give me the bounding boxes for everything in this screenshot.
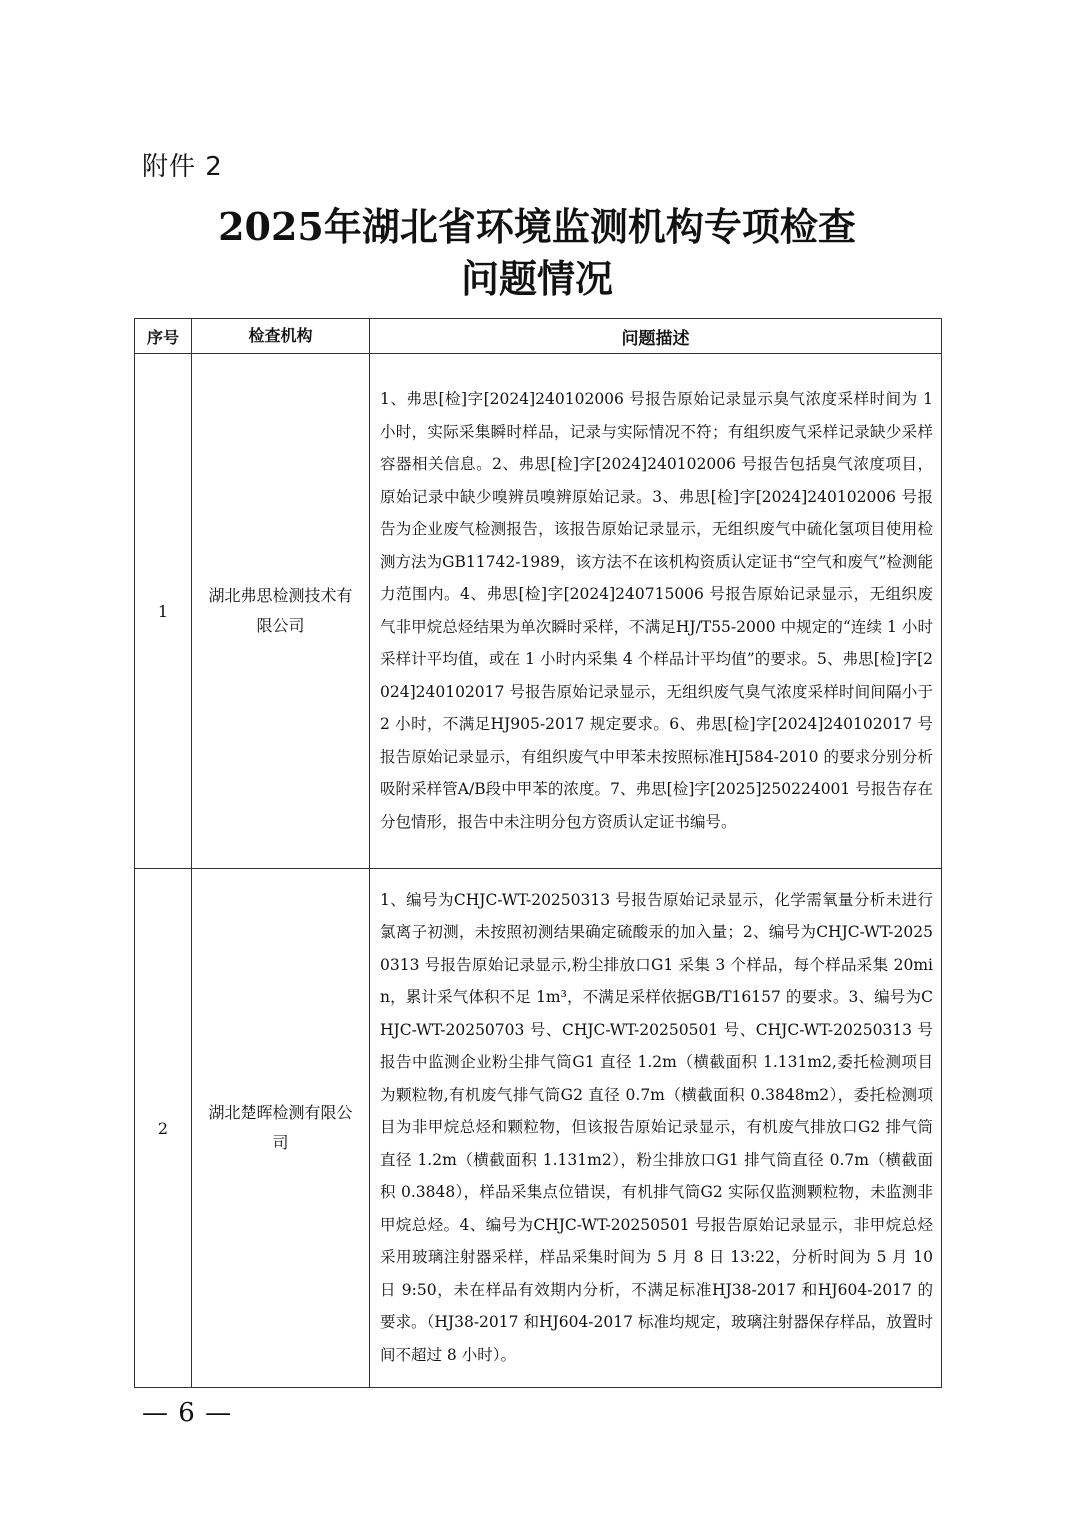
page-number: — 6 — bbox=[142, 1398, 233, 1428]
row-org: 湖北楚晖检测有限公司 bbox=[192, 869, 370, 1388]
row-desc: 1、编号为CHJC-WT-20250313 号报告原始记录显示，化学需氧量分析未进行氯离子初测，未按照初测结果确定硫酸汞的加入量；2、编号为CHJC-WT-20250313 号报告原始记录显示,粉尘排放口G1 采集 3 个样品，每个样品采集 20min，累计采气体积不足 1m³，不满足采样依据GB/T16157 的要求。3、编号为CHJC-WT-20250703 号、CHJC-WT-20250501 号、CHJC-WT-20250313 号报告中监测企业粉尘排气筒G1 直径 1.2m（横截面积 1.131m2,委托检测项目为颗粒物,有机废气排气筒G2 直径 0.7m（横截面积 0.3848m2），委托检测项目为非甲烷总烃和颗粒物，但该报告原始记录显示，有机废气排放口G2 排气筒直径 1.2m（横截面积 1.131m2），粉尘排放口G1 排气筒直径 0.7m（横截面积 0.3848），样品采集点位错误，有机排气筒G2 实际仅监测颗粒物，未监测非甲烷总烃。4、编号为CHJC-WT-20250501 号报告原始记录显示，非甲烷总烃采用玻璃注射器采样，样品采集时间为 5 月 8 日 13:22，分析时间为 5 月 10 日 9:50，未在样品有效期内分析，不满足标准HJ38-2017 和HJ604-2017 的要求。（HJ38-2017 和HJ604-2017 标准均规定，玻璃注射器保存样品，放置时间不超过 8 小时）。 bbox=[370, 869, 942, 1388]
header-seq: 序号 bbox=[135, 319, 192, 354]
header-desc: 问题描述 bbox=[370, 319, 942, 354]
table-row bbox=[135, 869, 942, 1388]
document-title-line1: 2025年湖北省环境监测机构专项检查 bbox=[218, 204, 856, 249]
attachment-label: 附件 2 bbox=[142, 152, 223, 182]
table-header-row bbox=[135, 319, 942, 354]
row-seq: 1 bbox=[135, 354, 192, 869]
row-desc: 1、弗思[检]字[2024]240102006 号报告原始记录显示臭气浓度采样时间为 1 小时，实际采集瞬时样品，记录与实际情况不符；有组织废气采样记录缺少采样容器相关信息。2、弗思[检]字[2024]240102006 号报告包括臭气浓度项目，原始记录中缺少嗅辨员嗅辨原始记录。3、弗思[检]字[2024]240102006 号报告为企业废气检测报告，该报告原始记录显示，无组织废气中硫化氢项目使用检测方法为GB11742-1989，该方法不在该机构资质认定证书“空气和废气”检测能力范围内。4、弗思[检]字[2024]240715006 号报告原始记录显示，无组织废气非甲烷总烃结果为单次瞬时采样，不满足HJ/T55-2000 中规定的“连续 1 小时采样计平均值，或在 1 小时内采集 4 个样品计平均值”的要求。5、弗思[检]字[2024]240102017 号报告原始记录显示，无组织废气臭气浓度采样时间间隔小于 2 小时，不满足HJ905-2017 规定要求。6、弗思[检]字[2024]240102017 号报告原始记录显示，有组织废气中甲苯未按照标准HJ584-2010 的要求分别分析吸附采样管A/B段中甲苯的浓度。7、弗思[检]字[2025]250224001 号报告存在分包情形，报告中未注明分包方资质认定证书编号。 bbox=[370, 354, 942, 869]
table-row bbox=[135, 354, 942, 869]
row-org: 湖北弗思检测技术有限公司 bbox=[192, 354, 370, 869]
header-org: 检查机构 bbox=[192, 319, 370, 354]
row-seq: 2 bbox=[135, 869, 192, 1388]
document-title-line2: 问题情况 bbox=[460, 256, 613, 301]
problem-table bbox=[134, 318, 942, 1388]
